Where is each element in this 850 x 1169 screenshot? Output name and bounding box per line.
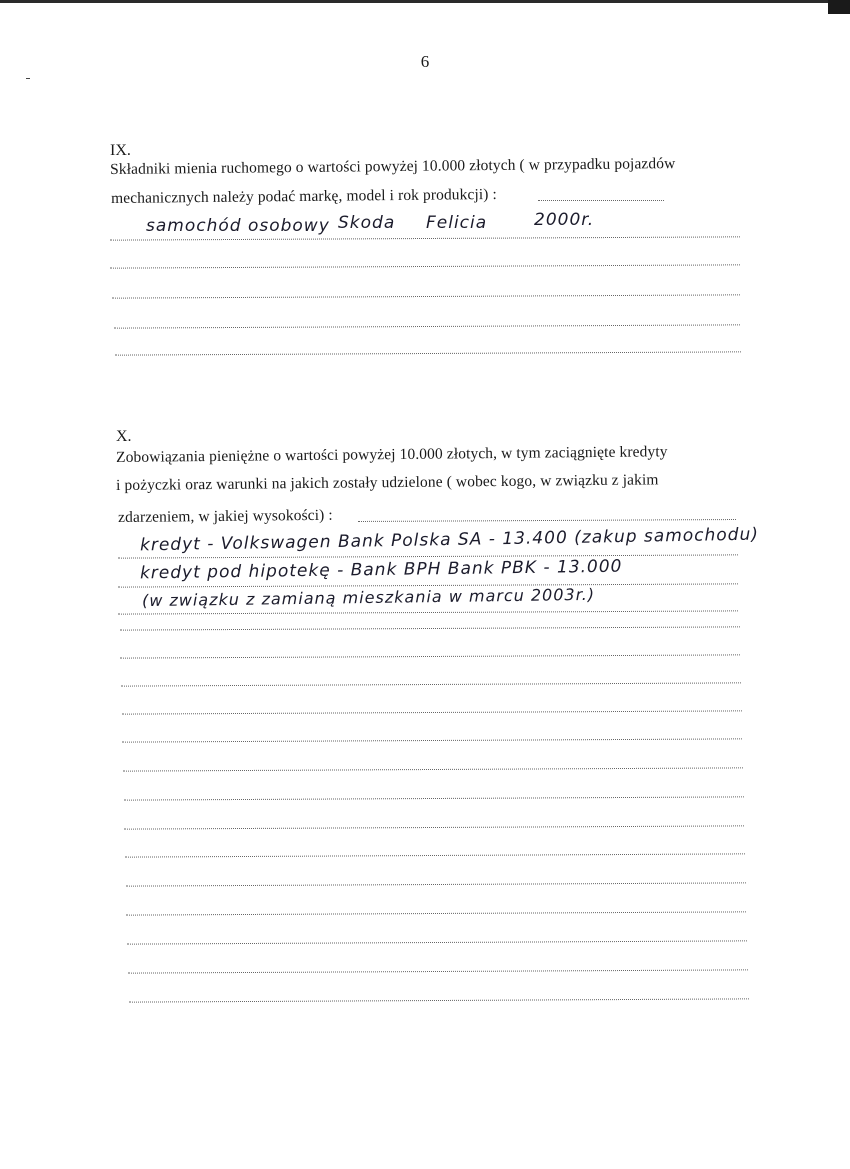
dotted-line [110,236,740,240]
dotted-line [126,882,746,886]
section-x-text-line-2: i pożyczki oraz warunki na jakich zostały udzielone ( wobec kogo, w związku z jakim [116,471,659,494]
section-ix-text-line-1: Składniki mienia ruchomego o wartości powyżej 10.000 złotych ( w przypadku pojazdów [110,155,676,178]
section-x-heading: X. [116,428,132,445]
dotted-line [358,519,736,522]
section-ix-text-line-2: mechanicznych należy podać markę, model i rok produkcji) : [111,185,498,207]
dotted-line [124,796,744,800]
handwritten-entry: kredyt - Volkswagen Bank Polska SA - 13.400 (zakup samochodu) [139,524,760,556]
dotted-line [124,825,744,829]
handwritten-entry: (w związku z zamianą mieszkania w marcu 2003r.) [141,584,596,611]
handwritten-entry: Skoda [338,213,396,233]
handwritten-entry: 2000r. [534,210,595,230]
dotted-line [112,294,740,298]
scan-edge-top [0,0,850,3]
dotted-line [129,998,749,1002]
dotted-line [120,654,740,658]
dotted-line [123,767,743,771]
dotted-line [115,351,741,355]
dotted-line [114,324,740,328]
page-number: 6 [420,52,430,71]
dotted-line [127,940,747,944]
dotted-line [118,610,738,614]
dotted-line [128,969,748,973]
dotted-line [125,853,745,857]
scan-speck [26,78,30,79]
section-x-text-line-1: Zobowiązania pieniężne o wartości powyżej 10.000 złotych, w tym zaciągnięte kredyty [116,443,668,466]
dotted-line [538,200,664,201]
handwritten-entry: Felicia [426,213,488,233]
dotted-line [110,264,740,268]
dotted-line [120,626,740,630]
scan-edge-corner [828,0,850,14]
dotted-line [122,710,742,714]
dotted-line [118,554,738,558]
section-ix-heading: IX. [110,142,131,159]
handwritten-entry: kredyt pod hipotekę - Bank BPH Bank PBK - 13.000 [139,556,623,584]
dotted-line [122,738,742,742]
dotted-line [126,911,746,915]
section-x-text-line-3: zdarzeniem, w jakiej wysokości) : [118,506,333,526]
handwritten-entry: samochód osobowy [146,216,330,236]
dotted-line [121,682,741,686]
